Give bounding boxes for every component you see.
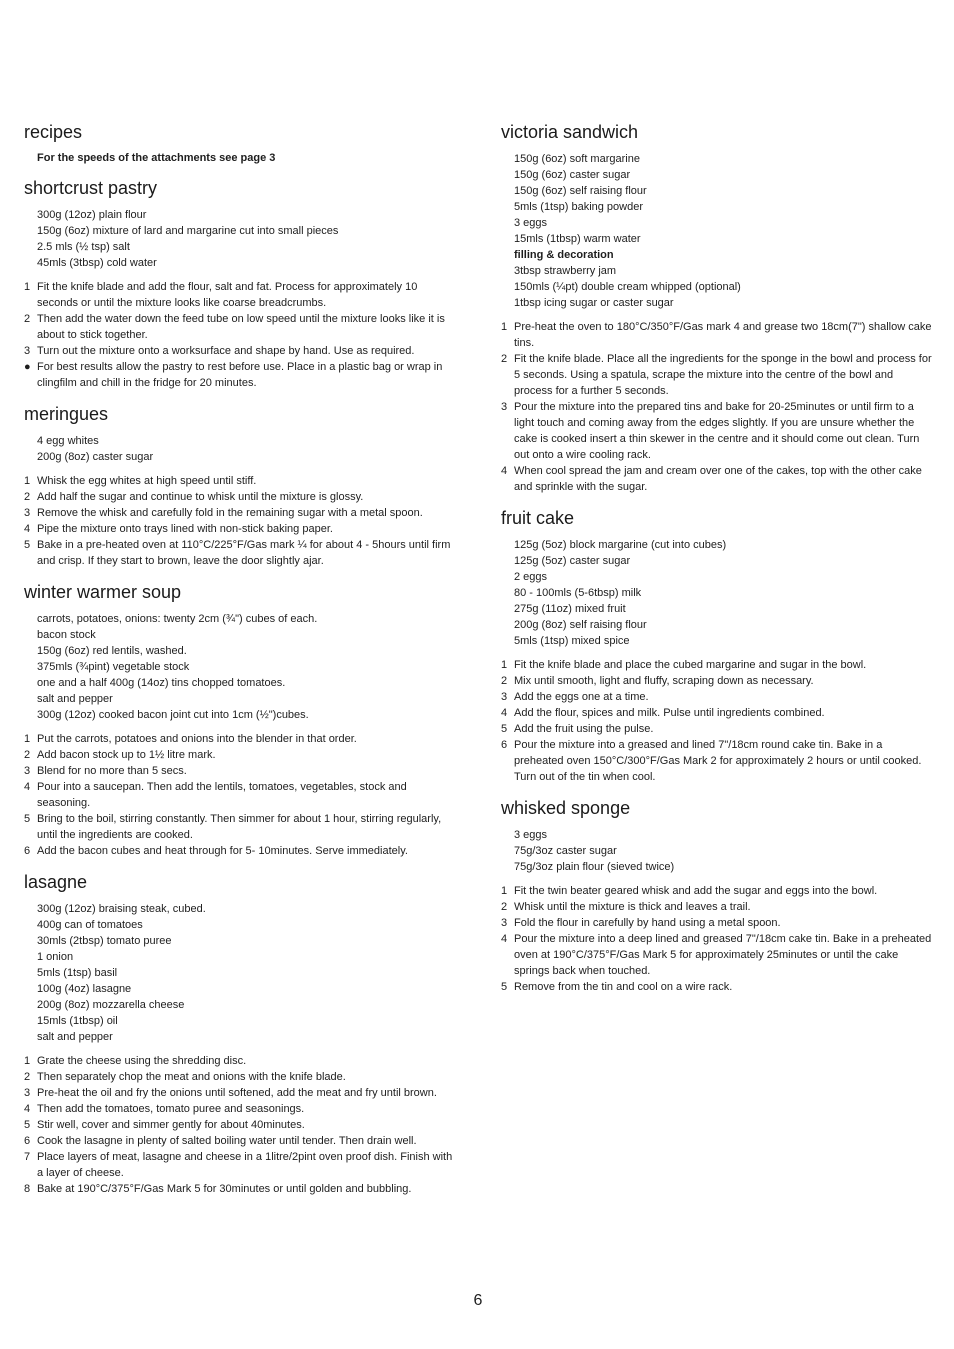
method-step [501, 915, 933, 931]
ingredient-item: 400g can of tomatoes [37, 919, 143, 931]
step-number: 1 [501, 659, 508, 671]
method-step [501, 883, 933, 899]
step-text: Add the bacon cubes and heat through for 5- 10minutes. Serve immediately. [37, 845, 408, 857]
step-number: 2 [501, 353, 508, 365]
ingredient-item: 1tbsp icing sugar or caster sugar [514, 297, 674, 309]
ingredient-item: 200g (8oz) self raising flour [514, 619, 647, 631]
step-number: 6 [24, 1135, 31, 1147]
step-number: 2 [501, 901, 508, 913]
method-step [24, 1085, 456, 1101]
step-number: 5 [24, 539, 31, 551]
method-step [24, 359, 456, 391]
step-number: 1 [501, 321, 508, 333]
step-text: Remove from the tin and cool on a wire rack. [514, 981, 733, 993]
method-step [24, 1117, 456, 1133]
step-number: 4 [501, 465, 508, 477]
step-number: 1 [24, 475, 31, 487]
recipe-section-fruit-cake [501, 507, 933, 785]
right-column [501, 121, 933, 1007]
method-steps [24, 731, 456, 859]
method-step [24, 1149, 456, 1181]
ingredient-item: 2 eggs [514, 571, 548, 583]
step-number: 3 [24, 345, 31, 357]
step-text: Add bacon stock up to 1½ litre mark. [37, 749, 216, 761]
method-step [24, 763, 456, 779]
method-step [24, 1069, 456, 1085]
method-step [501, 705, 933, 721]
method-step [24, 343, 456, 359]
ingredient-item: salt and pepper [37, 693, 113, 705]
method-steps [24, 473, 456, 569]
step-number: 3 [501, 691, 508, 703]
step-number: 3 [501, 917, 508, 929]
ingredient-item: 150g (6oz) soft margarine [514, 153, 640, 165]
method-step [24, 1053, 456, 1069]
ingredient-item: 375mls (¾pint) vegetable stock [37, 661, 190, 673]
method-step [24, 473, 456, 489]
step-text: Bake at 190°C/375°F/Gas Mark 5 for 30minutes or until golden and bubbling. [37, 1183, 412, 1195]
ingredient-item: 30mls (2tbsp) tomato puree [37, 935, 172, 947]
step-text: Grate the cheese using the shredding disc. [37, 1055, 247, 1067]
step-text: Blend for no more than 5 secs. [37, 765, 187, 777]
ingredient-item: 80 - 100mls (5-6tbsp) milk [514, 587, 642, 599]
step-text: Then add the water down the feed tube on low speed until the mixture looks like it is about to stick together. [37, 313, 445, 341]
method-step [24, 521, 456, 537]
method-step [24, 811, 456, 843]
ingredient-item: carrots, potatoes, onions: twenty 2cm (¾") cubes of each. [37, 613, 318, 625]
step-number: 4 [24, 523, 31, 535]
ingredient-item: 1 onion [37, 951, 74, 963]
step-text: Place layers of meat, lasagne and cheese in a 1litre/2pint oven proof dish. Finish with a layer of cheese. [37, 1151, 453, 1179]
ingredient-item: 150mls (¼pt) double cream whipped (optional) [514, 281, 741, 293]
method-step [501, 351, 933, 399]
ingredients-list [501, 827, 933, 875]
step-text: Fit the twin beater geared whisk and add the sugar and eggs into the bowl. [514, 885, 878, 897]
method-step [501, 737, 933, 785]
method-step [501, 689, 933, 705]
ingredient-item: 3 eggs [514, 829, 548, 841]
section-title: meringues [24, 404, 109, 424]
ingredient-item: salt and pepper [37, 1031, 113, 1043]
recipe-section-victoria-sandwich [501, 121, 933, 495]
step-text: Put the carrots, potatoes and onions into the blender in that order. [37, 733, 357, 745]
method-step [24, 1181, 456, 1197]
step-text: Remove the whisk and carefully fold in the remaining sugar with a metal spoon. [37, 507, 423, 519]
ingredients-list [501, 537, 933, 649]
ingredient-item: 200g (8oz) caster sugar [37, 451, 154, 463]
step-text: Add the fruit using the pulse. [514, 723, 654, 735]
method-step [24, 505, 456, 521]
recipe-section-recipes [24, 121, 456, 165]
step-text: Stir well, cover and simmer gently for about 40minutes. [37, 1119, 305, 1131]
step-text: Pipe the mixture onto trays lined with non-stick baking paper. [37, 523, 333, 535]
method-step [501, 931, 933, 979]
method-step [501, 657, 933, 673]
method-step [501, 979, 933, 995]
ingredients-subheading: filling & decoration [514, 249, 614, 261]
method-step [501, 673, 933, 689]
method-step [501, 399, 933, 463]
method-step [24, 731, 456, 747]
step-number: 6 [501, 739, 508, 751]
page-number: 6 [473, 1292, 483, 1309]
step-text: For best results allow the pastry to rest before use. Place in a plastic bag or wrap in clingfilm and chill in the fridge for 20 minutes. [37, 361, 443, 389]
step-text: Pour the mixture into the prepared tins and bake for 20-25minutes or until firm to a light touch and coming away from the edges slightly. If you are unsure whether the cake is cooked insert a thin skewer in the centre and it should come out clean. Turn out onto a wire cooling rack. [514, 401, 920, 461]
ingredient-item: 275g (11oz) mixed fruit [514, 603, 626, 615]
ingredients-list [24, 207, 456, 271]
step-text: Then add the tomatoes, tomato puree and seasonings. [37, 1103, 305, 1115]
ingredient-item: 15mls (1tbsp) warm water [514, 233, 641, 245]
step-number: 3 [24, 507, 31, 519]
step-text: Add the flour, spices and milk. Pulse until ingredients combined. [514, 707, 825, 719]
step-text: Add half the sugar and continue to whisk until the mixture is glossy. [37, 491, 364, 503]
step-number: 1 [24, 1055, 31, 1067]
ingredient-item: 5mls (1tsp) basil [37, 967, 118, 979]
section-title: recipes [24, 122, 83, 142]
section-title: shortcrust pastry [24, 178, 158, 198]
left-column [24, 121, 456, 1209]
step-number: 1 [24, 733, 31, 745]
step-number: 1 [501, 885, 508, 897]
method-step [24, 779, 456, 811]
step-number: 3 [501, 401, 508, 413]
method-step [24, 1133, 456, 1149]
method-step [24, 279, 456, 311]
ingredient-item: 5mls (1tsp) baking powder [514, 201, 644, 213]
ingredient-item: 125g (5oz) caster sugar [514, 555, 631, 567]
method-step [24, 537, 456, 569]
step-text: Whisk the egg whites at high speed until stiff. [37, 475, 257, 487]
step-text: Pre-heat the oil and fry the onions until softened, add the meat and fry until brown. [37, 1087, 437, 1099]
ingredient-item: 150g (6oz) mixture of lard and margarine cut into small pieces [37, 225, 339, 237]
recipe-section-whisked-sponge [501, 797, 933, 995]
step-number: 5 [24, 813, 31, 825]
ingredient-item: 150g (6oz) caster sugar [514, 169, 631, 181]
ingredient-item: 3 eggs [514, 217, 548, 229]
section-note: For the speeds of the attachments see page 3 [37, 152, 276, 164]
step-number: 1 [24, 281, 31, 293]
method-steps [24, 279, 456, 391]
method-step [24, 1101, 456, 1117]
step-number: 2 [24, 1071, 31, 1083]
section-title: whisked sponge [501, 798, 631, 818]
ingredient-item: 75g/3oz caster sugar [514, 845, 617, 857]
step-number: 5 [24, 1119, 31, 1131]
recipe-section-lasagne [24, 871, 456, 1197]
step-number: 4 [24, 1103, 31, 1115]
section-title: winter warmer soup [24, 582, 182, 602]
step-number: 2 [501, 675, 508, 687]
step-text: Bring to the boil, stirring constantly. Then simmer for about 1 hour, stirring regularly, until the ingredients are cooked. [37, 813, 442, 841]
step-text: Fit the knife blade and add the flour, salt and fat. Process for approximately 10 seconds or until the mixture looks like coarse breadcrumbs. [37, 281, 418, 309]
method-steps [24, 1053, 456, 1197]
recipe-section-winter-warmer-soup [24, 581, 456, 859]
step-text: Fit the knife blade and place the cubed margarine and sugar in the bowl. [514, 659, 867, 671]
step-number: 7 [24, 1151, 31, 1163]
ingredient-item: 15mls (1tbsp) oil [37, 1015, 118, 1027]
ingredient-item: 45mls (3tbsp) cold water [37, 257, 157, 269]
recipe-section-meringues [24, 403, 456, 569]
method-step [24, 311, 456, 343]
method-steps [501, 319, 933, 495]
ingredient-item: bacon stock [37, 629, 96, 641]
ingredient-item: one and a half 400g (14oz) tins chopped tomatoes. [37, 677, 286, 689]
section-title: fruit cake [501, 508, 575, 528]
step-text: Cook the lasagne in plenty of salted boiling water until tender. Then drain well. [37, 1135, 417, 1147]
step-number: 2 [24, 749, 31, 761]
ingredient-item: 200g (8oz) mozzarella cheese [37, 999, 185, 1011]
step-text: Bake in a pre-heated oven at 110°C/225°F/Gas mark ¼ for about 4 - 5hours until firm and crisp. If they start to brown, leave the door slightly ajar. [37, 539, 451, 567]
bullet-icon: ● [24, 361, 31, 373]
ingredient-item: 300g (12oz) cooked bacon joint cut into 1cm (½")cubes. [37, 709, 309, 721]
ingredient-item: 75g/3oz plain flour (sieved twice) [514, 861, 675, 873]
step-text: Mix until smooth, light and fluffy, scraping down as necessary. [514, 675, 814, 687]
method-step [501, 899, 933, 915]
step-number: 3 [24, 1087, 31, 1099]
ingredient-item: 4 egg whites [37, 435, 99, 447]
method-step [24, 843, 456, 859]
step-number: 4 [501, 933, 508, 945]
step-number: 2 [24, 313, 31, 325]
ingredient-item: 150g (6oz) self raising flour [514, 185, 647, 197]
ingredient-item: 125g (5oz) block margarine (cut into cubes) [514, 539, 727, 551]
ingredients-list [501, 151, 933, 311]
step-text: Pre-heat the oven to 180°C/350°F/Gas mark 4 and grease two 18cm(7") shallow cake tins. [514, 321, 932, 349]
ingredient-item: 5mls (1tsp) mixed spice [514, 635, 630, 647]
step-text: Turn out the mixture onto a worksurface and shape by hand. Use as required. [37, 345, 415, 357]
step-text: Fold the flour in carefully by hand using a metal spoon. [514, 917, 781, 929]
method-step [501, 319, 933, 351]
section-title: lasagne [24, 872, 88, 892]
step-text: When cool spread the jam and cream over one of the cakes, top with the other cake and sprinkle with the sugar. [514, 465, 922, 493]
ingredient-item: 2.5 mls (½ tsp) salt [37, 241, 130, 253]
step-number: 3 [24, 765, 31, 777]
method-step [24, 747, 456, 763]
step-number: 4 [501, 707, 508, 719]
ingredient-item: 300g (12oz) plain flour [37, 209, 147, 221]
step-text: Pour the mixture into a greased and lined 7"/18cm round cake tin. Bake in a preheated oven 150°C/300°F/Gas Mark 2 for approximately 2 hours or until cooked. Turn out of the tin when cool. [514, 739, 922, 783]
ingredients-list [24, 611, 456, 723]
ingredient-item: 100g (4oz) lasagne [37, 983, 132, 995]
section-title: victoria sandwich [501, 122, 639, 142]
ingredient-item: 300g (12oz) braising steak, cubed. [37, 903, 206, 915]
step-text: Fit the knife blade. Place all the ingredients for the sponge in the bowl and process for 5 seconds. Using a spatula, scrape the mixture into the centre of the bowl and process for a further 5 seconds. [514, 353, 932, 397]
step-number: 4 [24, 781, 31, 793]
step-text: Then separately chop the meat and onions with the knife blade. [37, 1071, 346, 1083]
step-text: Whisk until the mixture is thick and leaves a trail. [514, 901, 751, 913]
step-text: Pour into a saucepan. Then add the lentils, tomatoes, vegetables, stock and seasoning. [37, 781, 407, 809]
ingredient-item: 3tbsp strawberry jam [514, 265, 617, 277]
method-step [24, 489, 456, 505]
step-number: 5 [501, 981, 508, 993]
recipe-section-shortcrust-pastry [24, 177, 456, 391]
ingredients-list [24, 901, 456, 1045]
step-number: 5 [501, 723, 508, 735]
step-number: 2 [24, 491, 31, 503]
ingredient-item: 150g (6oz) red lentils, washed. [37, 645, 187, 657]
method-steps [501, 883, 933, 995]
step-text: Pour the mixture into a deep lined and greased 7"/18cm cake tin. Bake in a preheated oven at 190°C/375°F/Gas Mark 5 for approximately 25minutes or until the cake springs back when touched. [514, 933, 932, 977]
step-text: Add the eggs one at a time. [514, 691, 649, 703]
step-number: 8 [24, 1183, 31, 1195]
method-steps [501, 657, 933, 785]
method-step [501, 463, 933, 495]
ingredients-list [24, 433, 456, 465]
step-number: 6 [24, 845, 31, 857]
method-step [501, 721, 933, 737]
